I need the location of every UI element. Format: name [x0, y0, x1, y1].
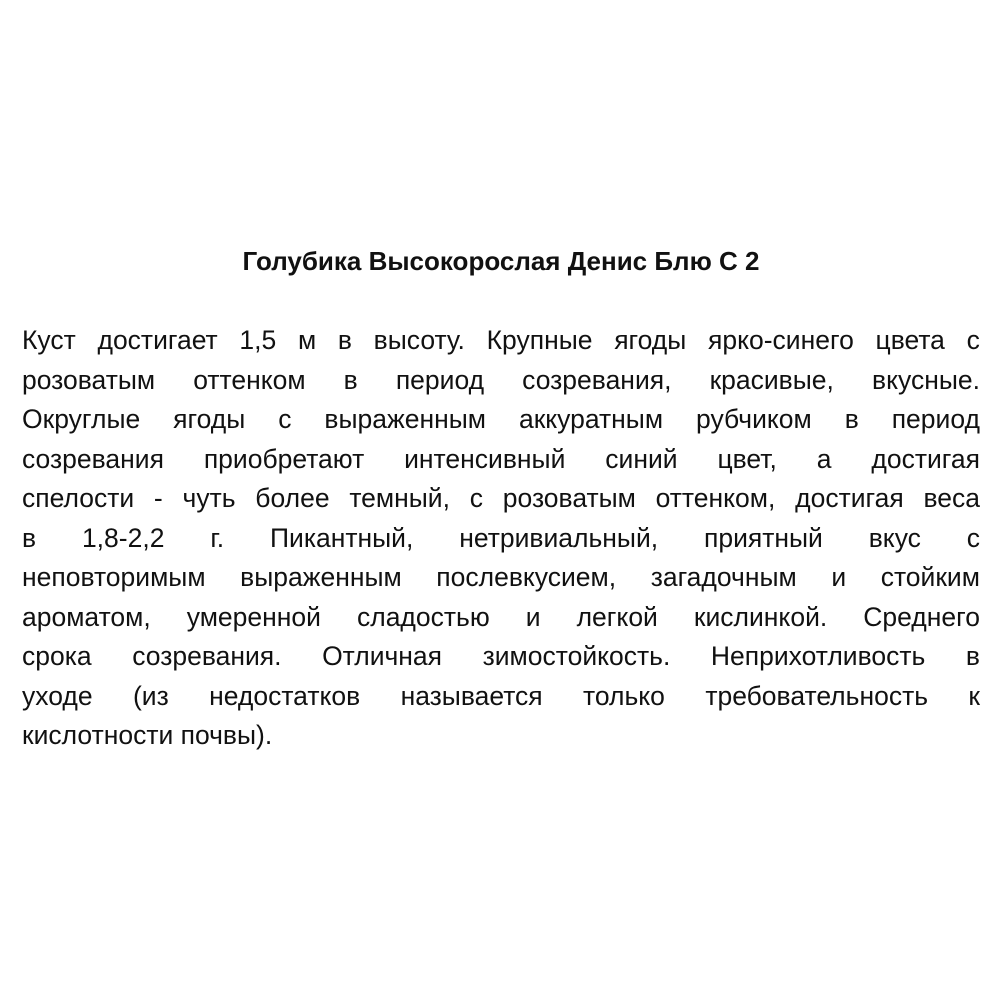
- description-line-5: спелости - чуть более темный, с розоватым оттенком, достигая веса: [22, 483, 980, 513]
- description-line-3: Округлые ягоды с выраженным аккуратным рубчиком в период: [22, 404, 980, 434]
- description-line-9: срока созревания. Отличная зимостойкость. Неприхотливость в: [22, 641, 980, 671]
- description-line-2: розоватым оттенком в период созревания, красивые, вкусные.: [22, 364, 980, 395]
- product-description-document: [22, 0, 980, 1000]
- description-line-6: в 1,8-2,2 г. Пикантный, нетривиальный, приятный вкус с: [22, 522, 980, 553]
- description-line-8: ароматом, умеренной сладостью и легкой кислинкой. Среднего: [22, 601, 980, 632]
- description-line-1: Куст достигает 1,5 м в высоту. Крупные ягоды ярко-синего цвета с: [22, 325, 980, 355]
- description-line-7: неповторимым выраженным послевкусием, загадочным и стойким: [22, 562, 980, 592]
- product-description: [22, 321, 980, 756]
- description-line-10: уходе (из недостатков называется только требовательность к: [22, 680, 980, 711]
- product-title: Голубика Высокорослая Денис Блю С 2: [242, 246, 760, 276]
- description-line-11: кислотности почвы).: [22, 720, 273, 750]
- description-line-4: созревания приобретают интенсивный синий цвет, а достигая: [22, 443, 980, 474]
